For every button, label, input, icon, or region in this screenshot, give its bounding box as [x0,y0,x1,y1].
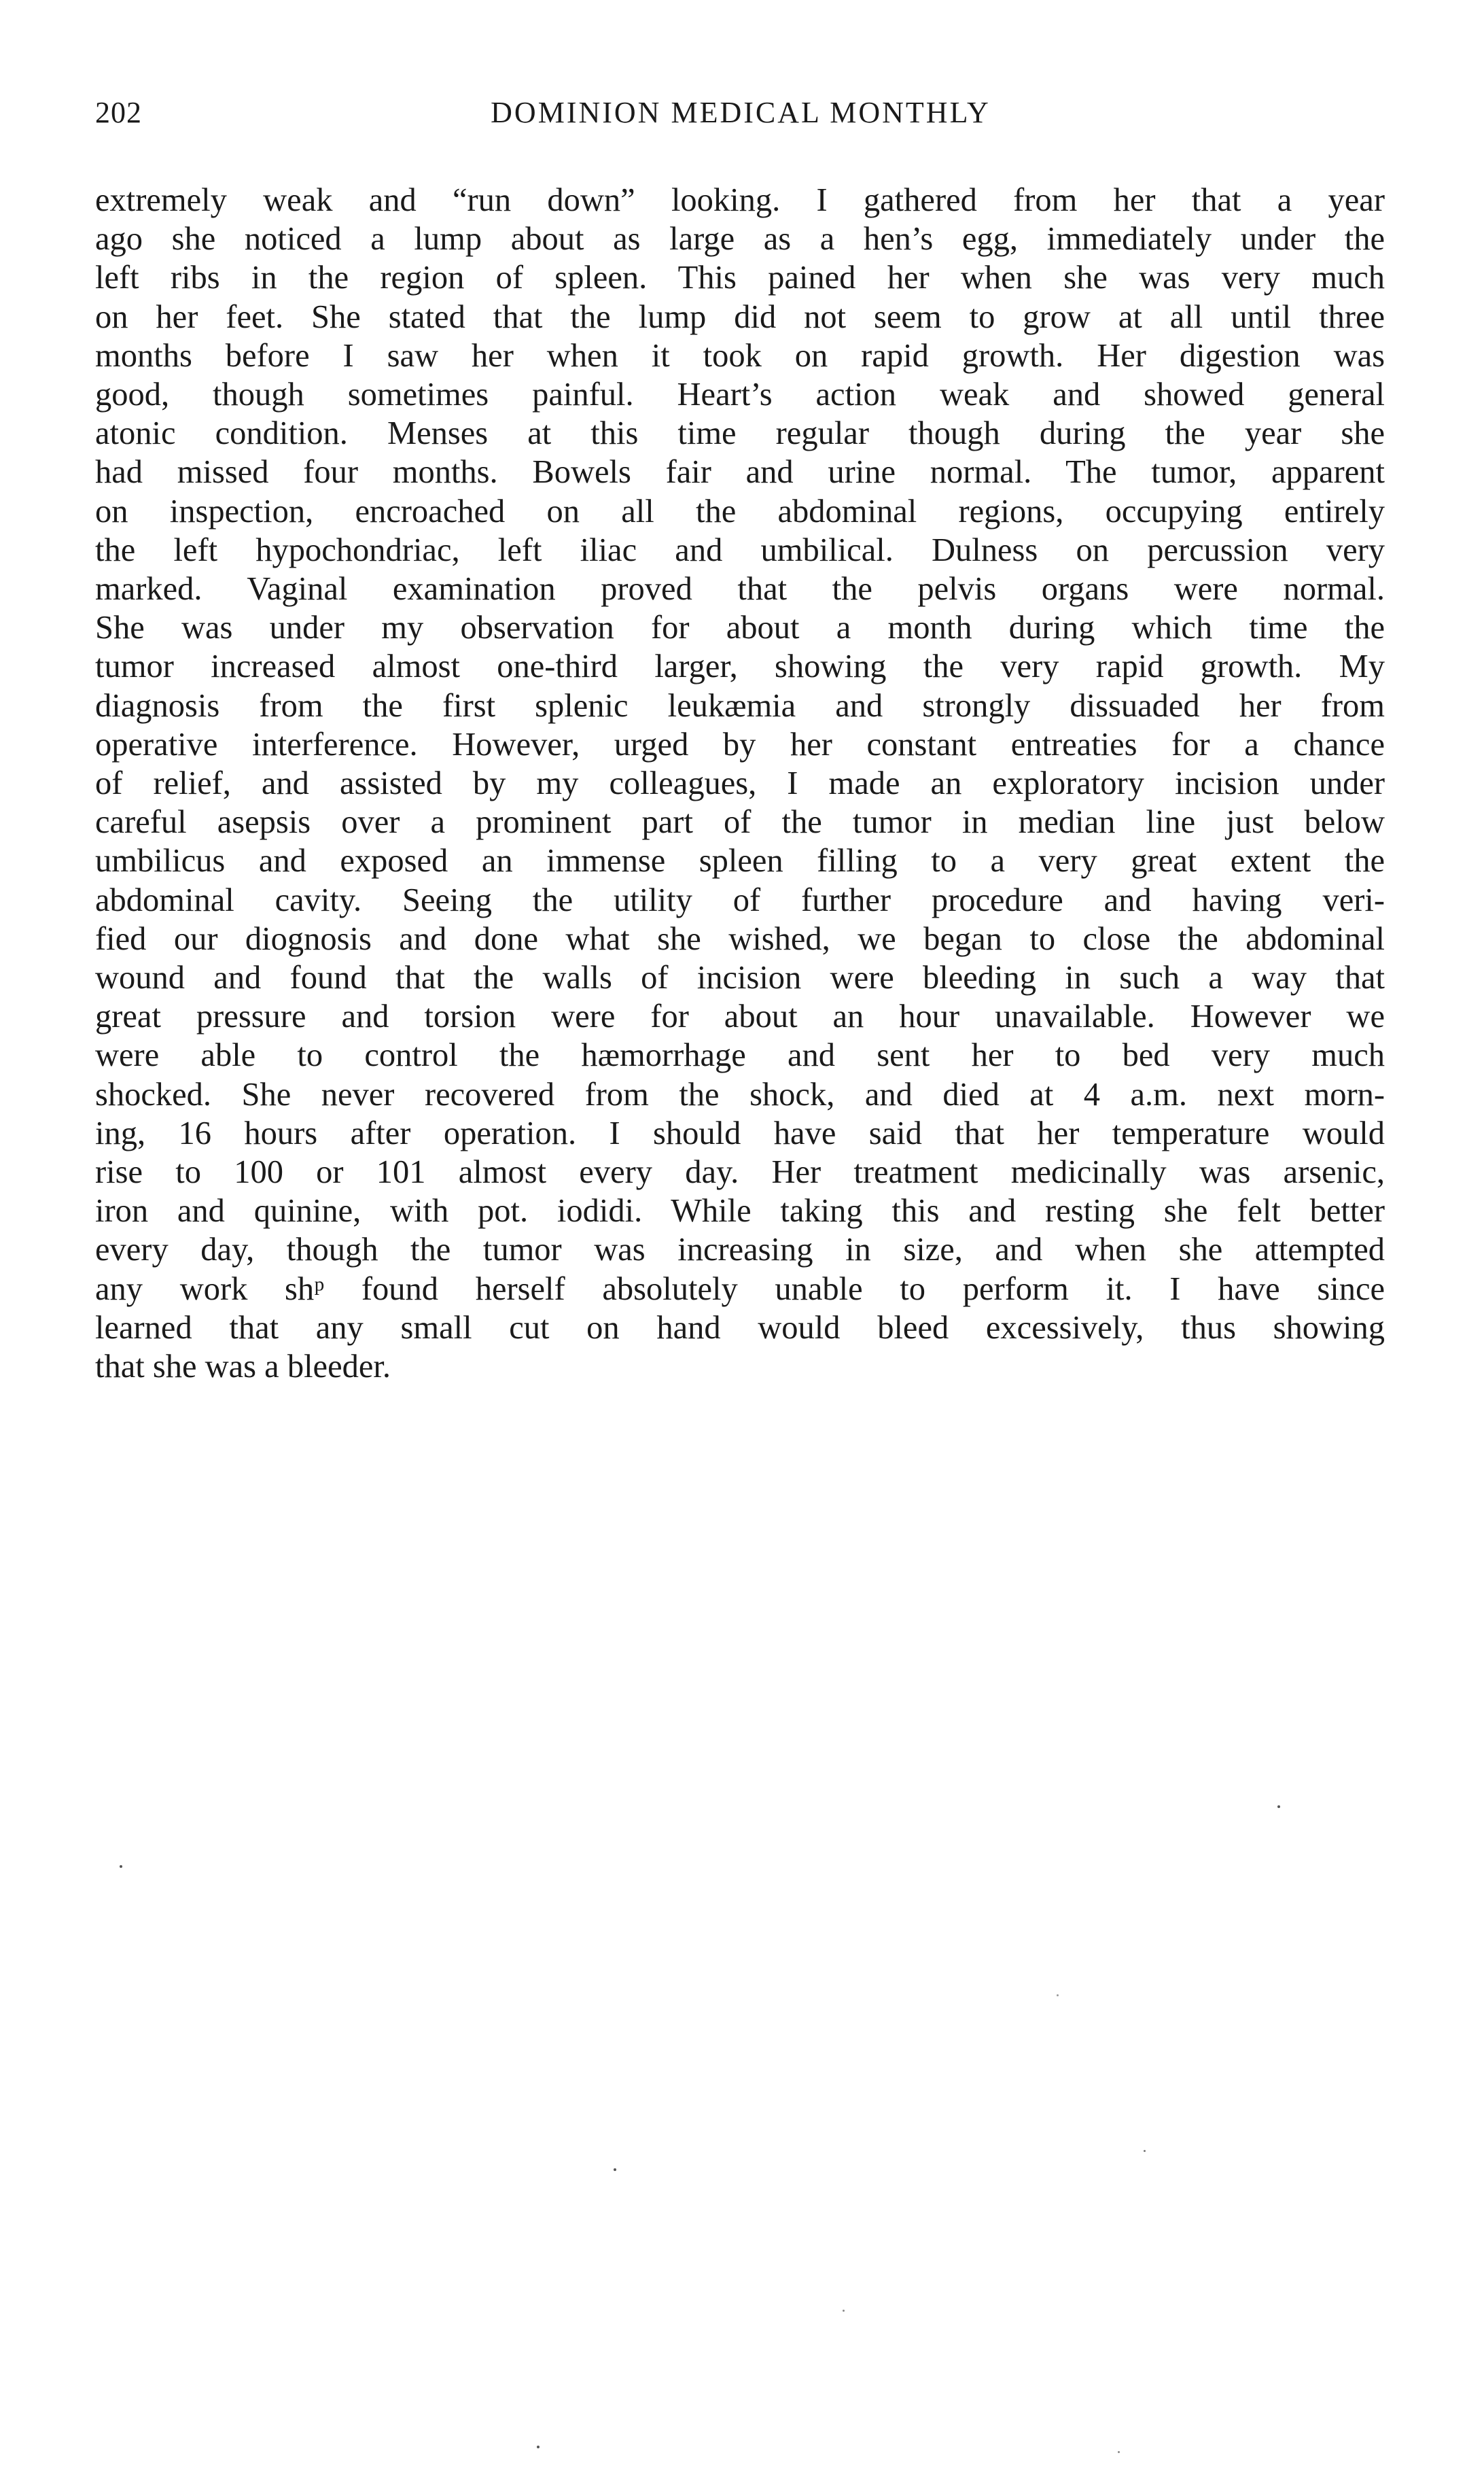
text-line: rise to 100 or 101 almost every day. Her treatment medicinally was arsenic, [95,1154,1385,1191]
text-line: months before I saw her when it took on rapid growth. Her digestion was [95,337,1385,374]
text-line: fied our diognosis and done what she wished, we began to close the abdominal [95,920,1385,957]
text-line: great pressure and torsion were for about an hour unavailable. However we [95,999,1385,1035]
scan-speck [843,2310,845,2312]
scan-speck [614,2168,616,2171]
text-line: tumor increased almost one-third larger, showing the very rapid growth. My [95,648,1385,685]
text-line: wound and found that the walls of incision were bleeding in such a way that [95,960,1385,996]
text-line: on inspection, encroached on all the abdominal regions, occupying entirely [95,493,1385,529]
text-line: ing, 16 hours after operation. I should have said that her temperature would [95,1115,1385,1151]
scan-speck [1277,1805,1280,1808]
text-line: learned that any small cut on hand would bleed excessively, thus showing [95,1309,1385,1346]
text-line: every day, though the tumor was increasing in size, and when she attempted [95,1232,1385,1268]
text-line: ago she noticed a lump about as large as a hen’s egg, immediately under the [95,221,1385,258]
text-line: good, though sometimes painful. Heart’s action weak and showed general [95,377,1385,413]
scan-speck [120,1865,122,1868]
text-line: careful asepsis over a prominent part of the tumor in median line just below [95,804,1385,841]
text-line: shocked. She never recovered from the shock, and died at 4 a.m. next morn- [95,1076,1385,1113]
text-line: umbilicus and exposed an immense spleen filling to a very great extent the [95,843,1385,880]
text-line: were able to control the hæmorrhage and sent her to bed very much [95,1037,1385,1074]
scan-speck [1118,2451,1120,2453]
running-head: DOMINION MEDICAL MONTHLY [491,96,991,129]
text-line: atonic condition. Menses at this time regular though during the year she [95,415,1385,452]
text-line: had missed four months. Bowels fair and urine normal. The tumor, apparent [95,454,1385,491]
text-line: of relief, and assisted by my colleagues, I made an exploratory incision under [95,765,1385,802]
scan-speck [537,2446,540,2448]
page-header [95,95,1386,136]
text-line: extremely weak and “run down” looking. I gathered from her that a year [95,182,1385,218]
text-line: operative interference. However, urged by her constant entreaties for a chance [95,726,1385,763]
page-number: 202 [95,96,142,129]
scan-speck [1057,1994,1059,1996]
text-line: diagnosis from the first splenic leukæmia and strongly dissuaded her from [95,687,1385,724]
body-paragraph [95,181,1385,1386]
scan-speck [1144,2150,1146,2152]
text-line: any work shᵖ found herself absolutely unable to perform it. I have since [95,1270,1385,1307]
text-line: on her feet. She stated that the lump did not seem to grow at all until three [95,298,1385,335]
text-line: She was under my observation for about a month during which time the [95,610,1385,646]
text-line: left ribs in the region of spleen. This pained her when she was very much [95,260,1385,296]
text-line: the left hypochondriac, left iliac and umbilical. Dulness on percussion very [95,532,1385,568]
text-line: iron and quinine, with pot. iodidi. While taking this and resting she felt better [95,1193,1385,1230]
text-line: abdominal cavity. Seeing the utility of further procedure and having veri- [95,882,1385,918]
text-line: marked. Vaginal examination proved that the pelvis organs were normal. [95,571,1385,608]
text-line-last: that she was a bleeder. [95,1349,391,1385]
